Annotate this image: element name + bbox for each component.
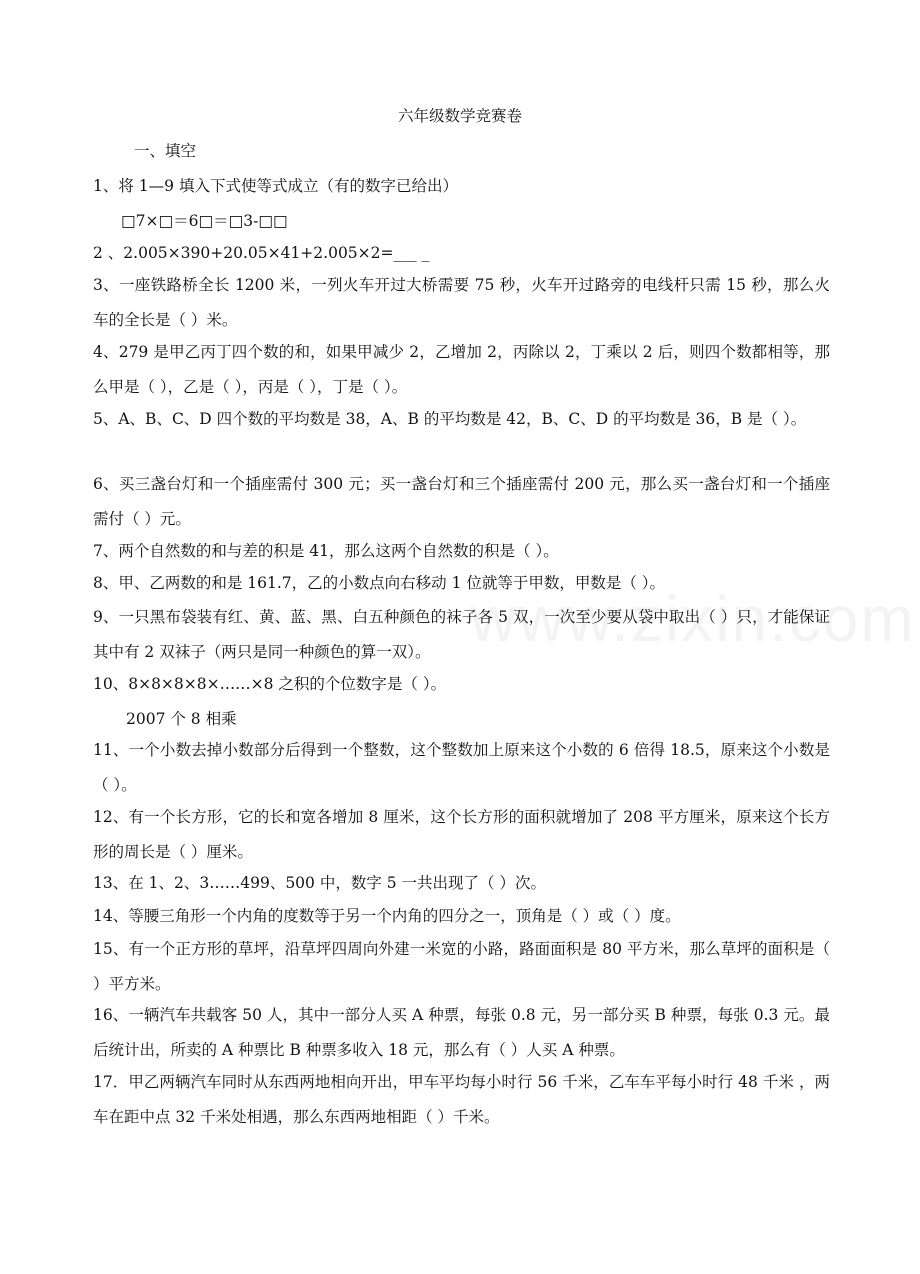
question-3: 3、一座铁路桥全长 1200 米，一列火车开过大桥需要 75 秒，火车开过路旁的电线杆只需 15 秒，那么火车的全长是（ ）米。 (93, 276, 830, 329)
question-11: 11、一个小数去掉小数部分后得到一个整数，这个整数加上原来这个小数的 6 倍得 18.5，原来这个小数是（ ）。 (93, 741, 830, 794)
question-15: 15、有一个正方形的草坪，沿草坪四周向外建一米宽的小路，路面面积是 80 平方米，那么草坪的面积是（ ）平方米。 (93, 940, 830, 993)
section-heading: 一、填空 (134, 142, 197, 160)
question-1: 1、将 1—9 填入下式使等式成立（有的数字已给出） (93, 177, 458, 195)
question-10: 10、8×8×8×8×……×8 之积的个位数字是（ ）。 (93, 675, 447, 693)
question-1-equation: □7×□＝6□＝□3-□□ (121, 212, 288, 230)
question-16: 16、一辆汽车共载客 50 人，其中一部分人买 A 种票，每张 0.8 元，另一部分买 B 种票，每张 0.3 元。最后统计出，所卖的 A 种票比 B 种票多收入 18 元，那么有（ ）人买 A 种票。 (93, 1006, 830, 1059)
page-title: 六年级数学竞赛卷 (397, 107, 522, 125)
question-2: 2 、2.005×390+20.05×41+2.005×2=___ _ (93, 244, 430, 262)
question-8: 8、甲、乙两数的和是 161.7，乙的小数点向右移动 1 位就等于甲数，甲数是（ ）。 (93, 574, 666, 592)
question-7: 7、两个自然数的和与差的积是 41，那么这两个自然数的积是（ ）。 (93, 542, 559, 560)
question-6: 6、买三盏台灯和一个插座需付 300 元；买一盏台灯和三个插座需付 200 元，那么买一盏台灯和一个插座需付（ ）元。 (93, 475, 830, 528)
question-13: 13、在 1、2、3……499、500 中，数字 5 一共出现了（ ）次。 (93, 874, 546, 892)
question-4: 4、279 是甲乙丙丁四个数的和，如果甲减少 2，乙增加 2，丙除以 2，丁乘以 2 后，则四个数都相等，那么甲是（ ），乙是（ ），丙是（ ），丁是（ ）。 (93, 343, 830, 396)
question-17: 17．甲乙两辆汽车同时从东西两地相向开出，甲车平均每小时行 56 千米，乙车车平每小时行 48 千米 ，两车在距中点 32 千米处相遇，那么东西两地相距（ ）千米。 (93, 1073, 830, 1126)
question-12: 12、有一个长方形，它的长和宽各增加 8 厘米，这个长方形的面积就增加了 208 平方厘米，原来这个长方形的周长是（ ）厘米。 (93, 808, 830, 861)
question-5: 5、A、B、C、D 四个数的平均数是 38，A、B 的平均数是 42，B、C、D 的平均数是 36，B 是（ ）。 (93, 410, 807, 428)
question-14: 14、等腰三角形一个内角的度数等于另一个内角的四分之一，顶角是（ ）或（ ）度。 (93, 907, 681, 925)
question-9: 9、一只黑布袋装有红、黄、蓝、黑、白五种颜色的袜子各 5 双，一次至少要从袋中取出（ ）只，才能保证其中有 2 双袜子（两只是同一种颜色的算一双）。 (93, 608, 830, 661)
question-10-note: 2007 个 8 相乘 (126, 710, 237, 728)
